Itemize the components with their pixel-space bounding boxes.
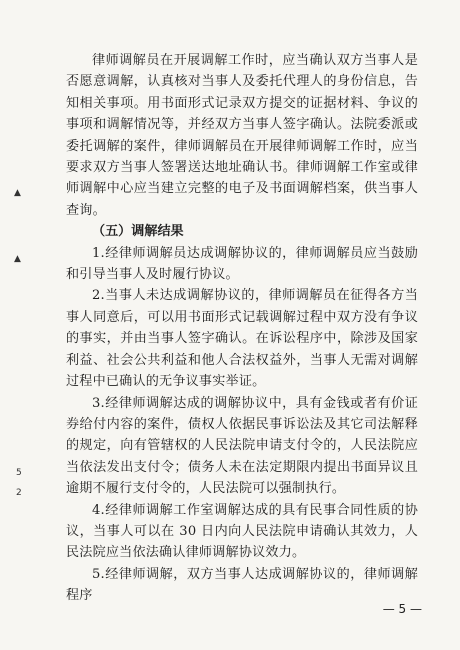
paragraph-result-3: 3.经律师调解达成的调解协议中，具有金钱或者有价证券给付内容的案件，债权人依据民事诉讼法及其它司法解释的规定，向有管辖权的人民法院申请支付令的，人民法院应当依法发出支付令；债务人未在法定期限内提出书面异议且逾期不履行支付令的，人民法院可以强制执行。 (66, 395, 418, 497)
paragraph-result-2: 2.当事人未达成调解协议的，律师调解员在征得各方当事人同意后，可以用书面形式记载调解过程中双方没有争议的事实，并由当事人签字确认。在诉讼程序中，除涉及国家利益、社会公共利益和他人合法权益外，当事人无需对调解过程中已确认的无争议事实举证。 (66, 288, 418, 390)
paragraph-result-1: 1.经律师调解员达成调解协议的，律师调解员应当鼓励和引导当事人及时履行协议。 (66, 245, 418, 283)
page-number: — 5 — (382, 602, 422, 616)
margin-mark: 5 (16, 468, 22, 478)
margin-mark: 2 (16, 488, 22, 498)
margin-mark: ▲ (14, 254, 21, 264)
paragraph-mediation-procedure: 律师调解员在开展调解工作时，应当确认双方当事人是否愿意调解，认真核对当事人及委托代理人的身份信息，告知相关事项。用书面形式记录双方提交的证据材料、争议的事项和调解情况等，并经双方当事人签字确认。法院委派或委托调解的案件，律师调解员在开展律师调解工作时，应当要求双方当事人签署送达地址确认书。律师调解工作室或律师调解中心应当建立完整的电子及书面调解档案，供当事人查询。 (66, 53, 418, 218)
paragraph-result-4: 4.经律师调解工作室调解达成的具有民事合同性质的协议，当事人可以在 30 日内向人民法院申请确认其效力，人民法院应当依法确认律师调解协议效力。 (66, 502, 418, 561)
paragraph-result-5: 5.经律师调解，双方当事人达成调解协议的，律师调解程序 (66, 566, 418, 604)
margin-mark: ▲ (14, 188, 21, 198)
section-heading-mediation-result: （五）调解结果 (92, 224, 184, 240)
body-text (66, 50, 418, 607)
